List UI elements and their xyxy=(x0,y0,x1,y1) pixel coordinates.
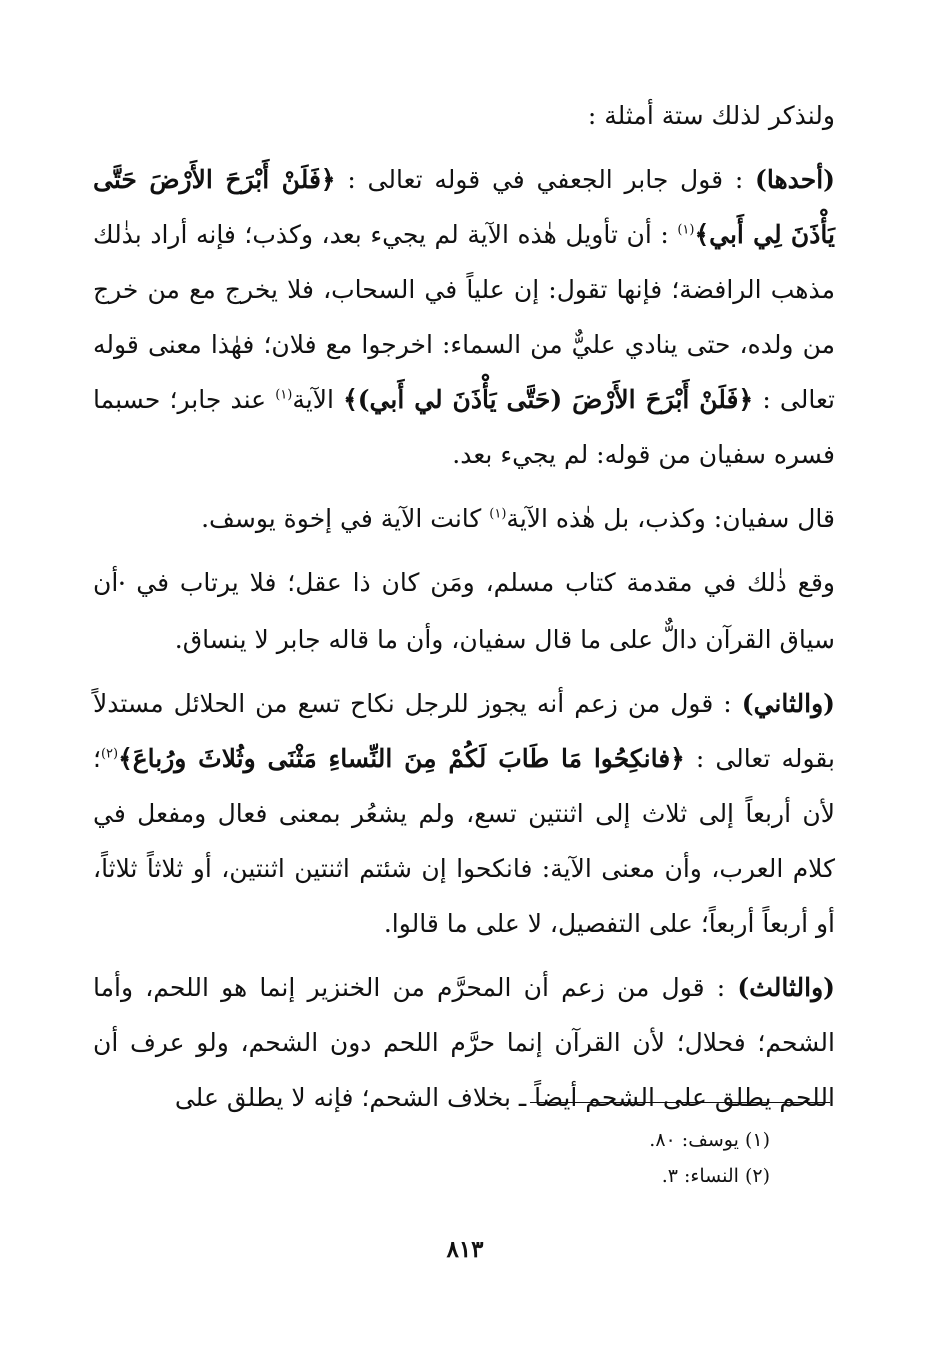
footnotes xyxy=(170,1122,770,1194)
paragraph-first-example xyxy=(93,152,835,482)
footnote: (٢) النساء: ٣. xyxy=(661,1165,770,1187)
text-segment: أن سياق القرآن دالٌّ على ما قال سفيان، وأن ما قاله جابر لا ينساق. xyxy=(93,568,835,654)
page-number: ٨١٣ xyxy=(446,1236,484,1263)
quran-quote: ﴿فانكِحُوا مَا طَابَ لَكُمْ مِنَ النِّساءِ مَثْنَى وثُلاثَ ورُباعَ﴾ xyxy=(118,744,685,773)
example-label: (والثاني) xyxy=(741,689,835,718)
main-text xyxy=(93,88,835,1125)
text-segment: : قول جابر الجعفي في قوله تعالى : xyxy=(347,165,744,194)
text-segment: وقع ذٰلك في مقدمة كتاب مسلم، ومَن كان ذا عقل؛ فلا يرتاب في xyxy=(136,568,835,597)
text-segment: قال سفيان: وكذب، بل هٰذه الآية xyxy=(506,504,835,533)
paragraph-third-example xyxy=(93,960,835,1125)
text-segment: عند جابر؛ حسبما فسره سفيان من قوله: لم يجيء بعد. xyxy=(93,385,835,469)
text-segment: ؛ لأن أربعاً إلى ثلاث إلى اثنتين تسع، ولم يشعُر بمعنى فعال ومفعل في كلام العرب، وأن معنى الآية: فانكحوا إن شئتم اثنتين اثنتين، أو ثلاثاً ثلاثاً، أو أربعاً أربعاً؛ على التفصيل، لا على ما قالوا. xyxy=(93,744,835,938)
paragraph-muslim xyxy=(93,555,835,667)
footnote-marker: (٢) xyxy=(100,746,119,762)
quran-quote: ﴿فَلَنْ أَبْرَحَ الأَرْضَ حَتَّى يَأْذَنَ لِي أَبي﴾ xyxy=(93,165,835,249)
text-segment: : قول من زعم أنه يجوز للرجل نكاح تسع من الحلائل مستدلاً بقوله تعالى : xyxy=(93,689,835,773)
footnote-divider xyxy=(530,1102,830,1103)
quran-quote: ﴿فَلَنْ أَبْرَحَ الأَرْضَ (حَتَّى يَأْذَنَ لي أَبي)﴾ xyxy=(343,385,754,414)
footnote: (١) يوسف: ٨٠. xyxy=(649,1129,770,1151)
example-label: (أحدها) xyxy=(755,165,835,194)
footnote-marker: (١) xyxy=(275,387,293,403)
text-segment: كانت الآية في إخوة يوسف. xyxy=(201,504,482,533)
intro-line: ولنذكر لذلك ستة أمثلة : xyxy=(587,101,835,130)
paragraph-second-example xyxy=(93,676,835,951)
example-label: (والثالث) xyxy=(737,973,835,1002)
footnote-marker: (١) xyxy=(677,222,695,238)
text-segment: : أن تأويل هٰذه الآية لم يجيء بعد، وكذب؛ فإنه أراد بذٰلك مذهب الرافضة؛ فإنها تقول: إن علياً في السحاب، فلا يخرج مع من خرج من ولده، حتى ينادي عليٌّ من السماء: اخرجوا مع فلان؛ فهٰذا معنى قوله تعالى : xyxy=(93,220,835,414)
text-segment: الآية xyxy=(292,385,334,414)
paragraph-sufyan xyxy=(93,491,835,546)
footnote-marker: (١) xyxy=(489,506,507,522)
text-segment: : قول من زعم أن المحرَّم من الخنزير إنما هو اللحم، وأما الشحم؛ فحلال؛ لأن القرآن إنما حرَّم اللحم دون الشحم، ولو عرف أن اللحم يطلق على الشحم أيضاً ـ بخلاف الشحم؛ فإنه لا يطلق على xyxy=(93,973,836,1112)
margin-dot: • xyxy=(118,577,126,591)
